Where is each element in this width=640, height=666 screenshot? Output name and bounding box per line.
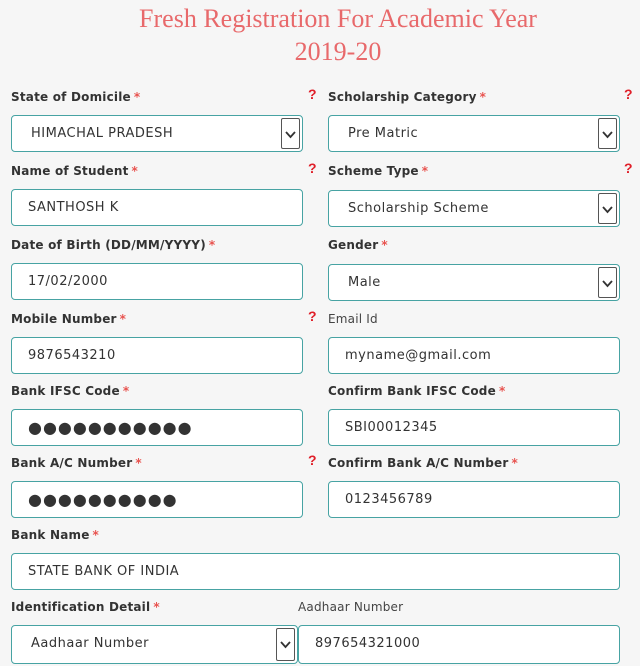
scheme-type-label: Scheme Type * (328, 164, 429, 178)
chevron-down-icon[interactable] (276, 628, 295, 661)
required-mark: * (135, 456, 142, 470)
date-of-birth-label: Date of Birth (DD/MM/YYYY) * (11, 238, 216, 252)
scholarship-category-value: Pre Matric (348, 126, 419, 141)
email-id-label: Email Id (328, 312, 378, 326)
required-mark: * (421, 164, 429, 178)
gender-select[interactable] (328, 264, 620, 301)
help-icon[interactable]: ? (308, 86, 317, 102)
bank-ac-number-label: Bank A/C Number * (11, 456, 142, 470)
confirm-bank-ac-number-input[interactable]: 0123456789 (328, 481, 620, 518)
chevron-down-icon[interactable] (281, 118, 300, 149)
page-title (0, 2, 640, 68)
state-of-domicile-select[interactable] (11, 115, 303, 152)
required-mark: * (479, 90, 487, 104)
state-of-domicile-label: State of Domicile * (11, 90, 141, 104)
required-mark: * (92, 528, 100, 542)
scholarship-category-label: Scholarship Category * (328, 90, 487, 104)
required-mark: * (381, 238, 388, 252)
required-mark: * (131, 164, 139, 178)
bank-name-label: Bank Name * (11, 528, 100, 542)
bank-ifsc-code-label: Bank IFSC Code * (11, 384, 130, 398)
help-icon[interactable]: ? (624, 86, 633, 102)
confirm-bank-ac-number-label: Confirm Bank A/C Number * (328, 456, 518, 470)
scholarship-category-select[interactable] (328, 115, 620, 152)
required-mark: * (498, 384, 506, 398)
name-of-student-input[interactable]: SANTHOSH K (11, 189, 303, 226)
required-mark: * (122, 384, 130, 398)
identification-detail-label: Identification Detail * (11, 600, 160, 614)
required-mark: * (153, 600, 160, 614)
required-mark: * (208, 238, 216, 252)
chevron-down-icon[interactable] (598, 118, 617, 149)
help-icon[interactable]: ? (308, 452, 317, 468)
chevron-down-icon[interactable] (598, 267, 617, 298)
page-title-line2: 2019-20 (294, 37, 382, 66)
mobile-number-label: Mobile Number * (11, 312, 127, 326)
scheme-type-value: Scholarship Scheme (348, 201, 489, 216)
help-icon[interactable]: ? (308, 308, 317, 324)
required-mark: * (511, 456, 518, 470)
aadhaar-number-input[interactable]: 897654321000 (298, 625, 620, 664)
mobile-number-input[interactable]: 9876543210 (11, 337, 303, 374)
gender-label: Gender * (328, 238, 388, 252)
bank-ifsc-code-input[interactable]: ●●●●●●●●●●● (11, 409, 303, 446)
identification-detail-value: Aadhaar Number (31, 636, 149, 651)
chevron-down-icon[interactable] (598, 193, 617, 224)
scheme-type-select[interactable] (328, 190, 620, 227)
required-mark: * (119, 312, 127, 326)
identification-detail-select[interactable] (11, 625, 298, 664)
confirm-bank-ifsc-code-label: Confirm Bank IFSC Code * (328, 384, 506, 398)
page-title-line1: Fresh Registration For Academic Year (139, 4, 537, 33)
aadhaar-number-label: Aadhaar Number (298, 600, 404, 614)
help-icon[interactable]: ? (308, 160, 317, 176)
help-icon[interactable]: ? (624, 160, 633, 176)
date-of-birth-input[interactable]: 17/02/2000 (11, 263, 303, 300)
required-mark: * (133, 90, 141, 104)
state-of-domicile-value: HIMACHAL PRADESH (31, 126, 174, 141)
email-id-input[interactable]: myname@gmail.com (328, 337, 620, 374)
confirm-bank-ifsc-code-input[interactable]: SBI00012345 (328, 409, 620, 446)
bank-name-input[interactable]: STATE BANK OF INDIA (11, 553, 620, 590)
name-of-student-label: Name of Student * (11, 164, 139, 178)
gender-value: Male (348, 275, 381, 290)
bank-ac-number-input[interactable]: ●●●●●●●●●● (11, 481, 303, 518)
